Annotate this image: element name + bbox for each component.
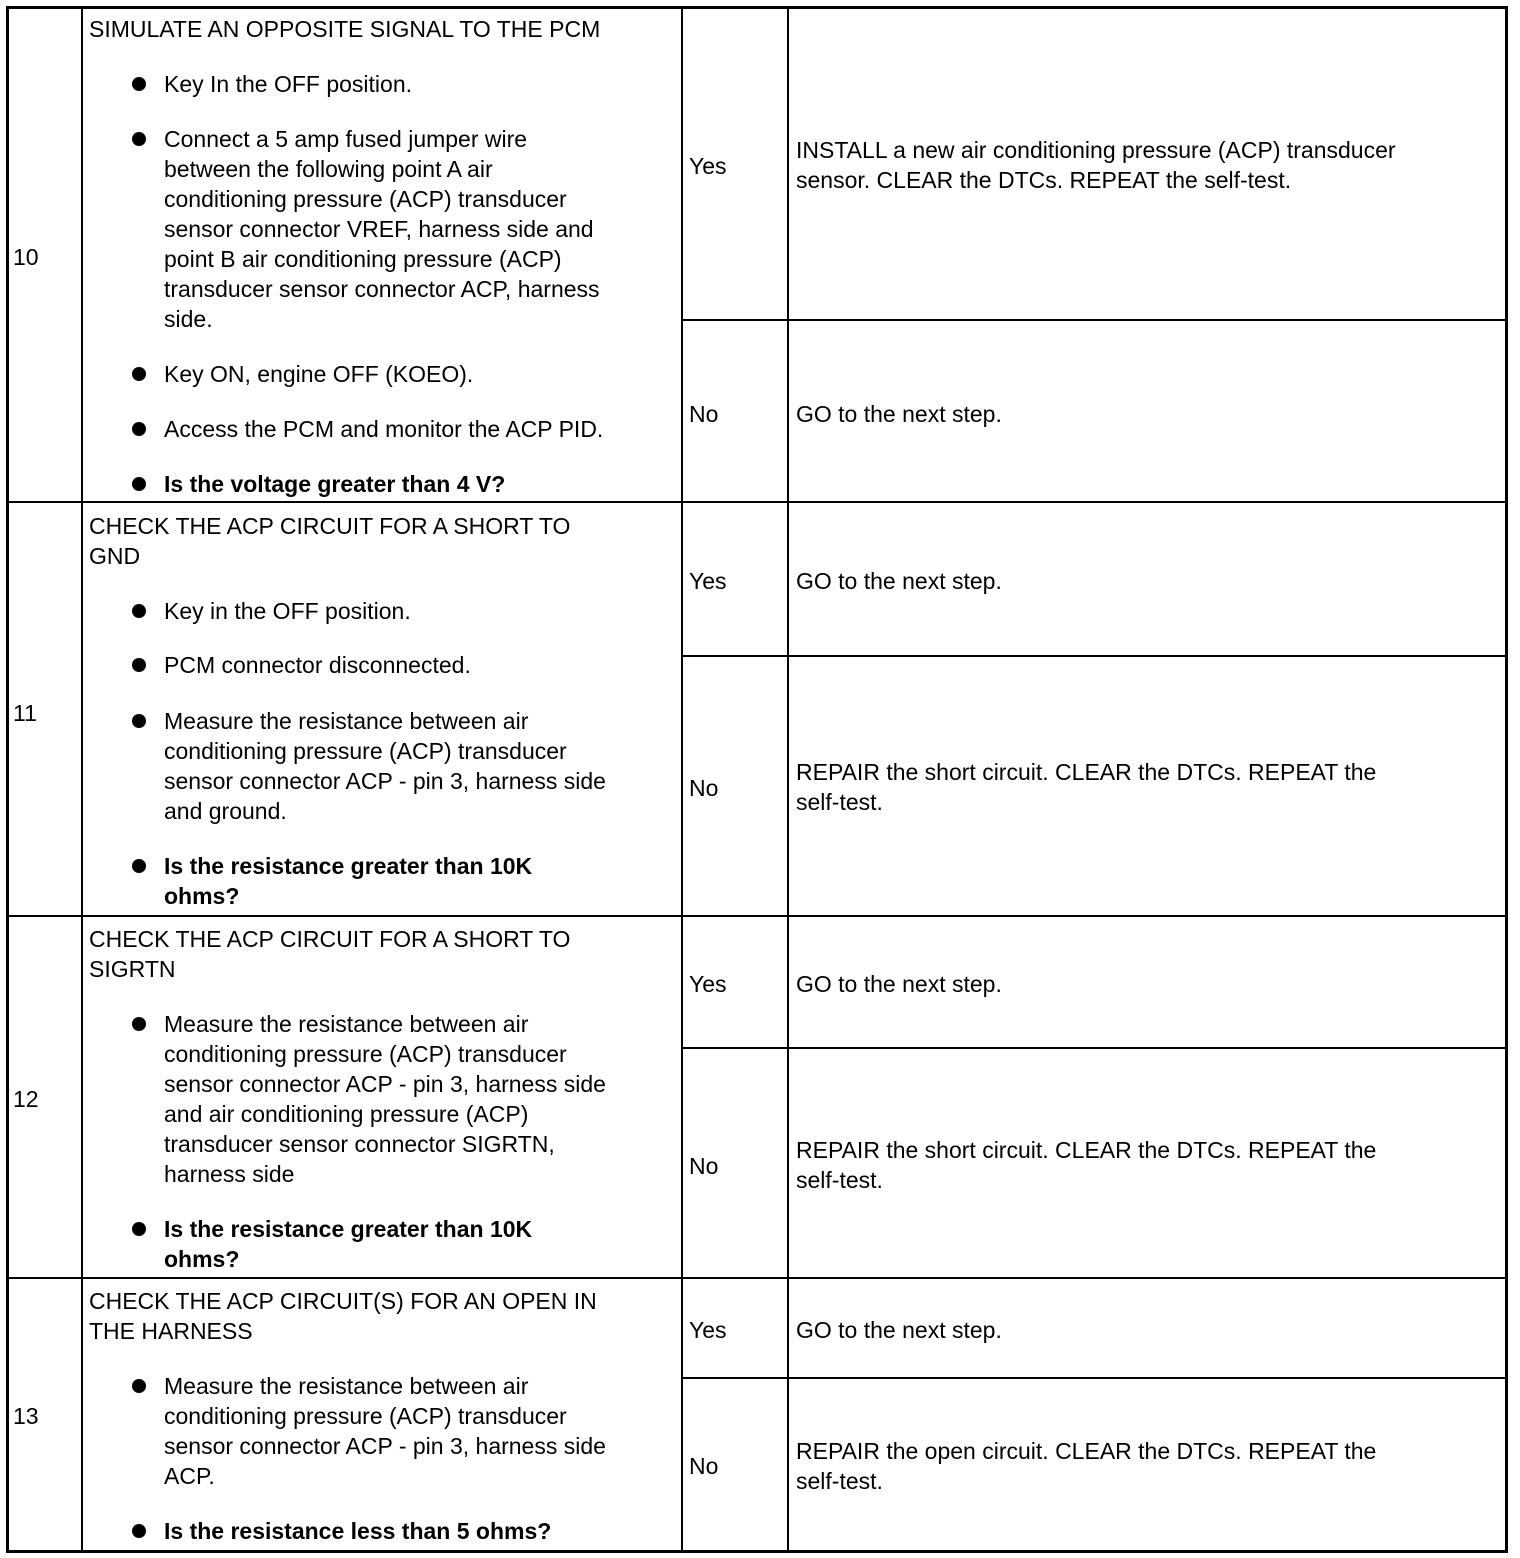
step-question: Is the voltage greater than 4 V? (164, 471, 506, 497)
step-instruction: Key ON, engine OFF (KOEO). (164, 361, 474, 387)
column-divider (681, 6, 683, 1553)
yes-label: Yes (689, 568, 727, 594)
step-heading: SIMULATE AN OPPOSITE SIGNAL TO THE PCM (89, 16, 601, 42)
no-action: GO to the next step. (796, 401, 1002, 427)
step-heading: CHECK THE ACP CIRCUIT FOR A SHORT TO SIGRTN (89, 926, 571, 982)
bullet-icon (132, 714, 146, 728)
yes-action: GO to the next step. (796, 971, 1002, 997)
step-instruction: Access the PCM and monitor the ACP PID. (164, 416, 604, 442)
step-instruction: Measure the resistance between air conditioning pressure (ACP) transducer sensor connector ACP - pin 3, harness side and ground. (164, 708, 606, 824)
no-action: REPAIR the short circuit. CLEAR the DTCs. REPEAT the self-test. (796, 1137, 1377, 1193)
yes-label: Yes (689, 153, 727, 179)
bullet-icon (132, 422, 146, 436)
bullet-icon (132, 132, 146, 146)
step-instruction: Key In the OFF position. (164, 71, 413, 97)
yes-label: Yes (689, 1317, 727, 1343)
step-question: Is the resistance less than 5 ohms? (164, 1518, 552, 1544)
no-label: No (689, 775, 719, 801)
no-action: REPAIR the open circuit. CLEAR the DTCs. REPEAT the self-test. (796, 1438, 1377, 1494)
yes-no-divider (681, 1377, 1508, 1379)
bullet-icon (132, 1017, 146, 1031)
bullet-icon (132, 367, 146, 381)
row-divider (6, 501, 1508, 503)
no-action: REPAIR the short circuit. CLEAR the DTCs. REPEAT the self-test. (796, 759, 1377, 815)
yes-no-divider (681, 655, 1508, 657)
step-instruction: Key in the OFF position. (164, 598, 411, 624)
bullet-icon (132, 1222, 146, 1236)
step-instruction: PCM connector disconnected. (164, 652, 471, 678)
step-number: 11 (13, 700, 37, 726)
bullet-icon (132, 77, 146, 91)
row-divider (6, 1277, 1508, 1279)
bullet-icon (132, 477, 146, 491)
no-label: No (689, 1453, 719, 1479)
yes-action: INSTALL a new air conditioning pressure (ACP) transducer sensor. CLEAR the DTCs. REPEAT the self-test. (796, 137, 1396, 193)
yes-no-divider (681, 319, 1508, 321)
column-divider (787, 6, 789, 1553)
yes-action: GO to the next step. (796, 1317, 1002, 1343)
no-label: No (689, 401, 719, 427)
step-number: 13 (13, 1403, 39, 1429)
bullet-icon (132, 859, 146, 873)
step-question: Is the resistance greater than 10K ohms? (164, 853, 533, 909)
row-divider (6, 915, 1508, 917)
step-number: 10 (13, 244, 39, 270)
no-label: No (689, 1153, 719, 1179)
step-question: Is the resistance greater than 10K ohms? (164, 1216, 533, 1272)
yes-no-divider (681, 1047, 1508, 1049)
step-number: 12 (13, 1086, 39, 1112)
bullet-icon (132, 604, 146, 618)
step-heading: CHECK THE ACP CIRCUIT FOR A SHORT TO GND (89, 513, 571, 569)
yes-action: GO to the next step. (796, 568, 1002, 594)
yes-label: Yes (689, 971, 727, 997)
step-instruction: Measure the resistance between air conditioning pressure (ACP) transducer sensor connector ACP - pin 3, harness side ACP. (164, 1373, 606, 1489)
bullet-icon (132, 658, 146, 672)
step-instruction: Measure the resistance between air conditioning pressure (ACP) transducer sensor connector ACP - pin 3, harness side and air conditioning pressure (ACP) transducer sensor connector SIGRTN, harness side (164, 1011, 606, 1187)
bullet-icon (132, 1524, 146, 1538)
step-instruction: Connect a 5 amp fused jumper wire between the following point A air conditioning pressure (ACP) transducer sensor connector VREF, harness side and point B air conditioning pressure (ACP) transducer sensor connector ACP, harness side. (164, 126, 600, 332)
step-heading: CHECK THE ACP CIRCUIT(S) FOR AN OPEN IN THE HARNESS (89, 1288, 597, 1344)
column-divider (81, 6, 83, 1553)
bullet-icon (132, 1379, 146, 1393)
